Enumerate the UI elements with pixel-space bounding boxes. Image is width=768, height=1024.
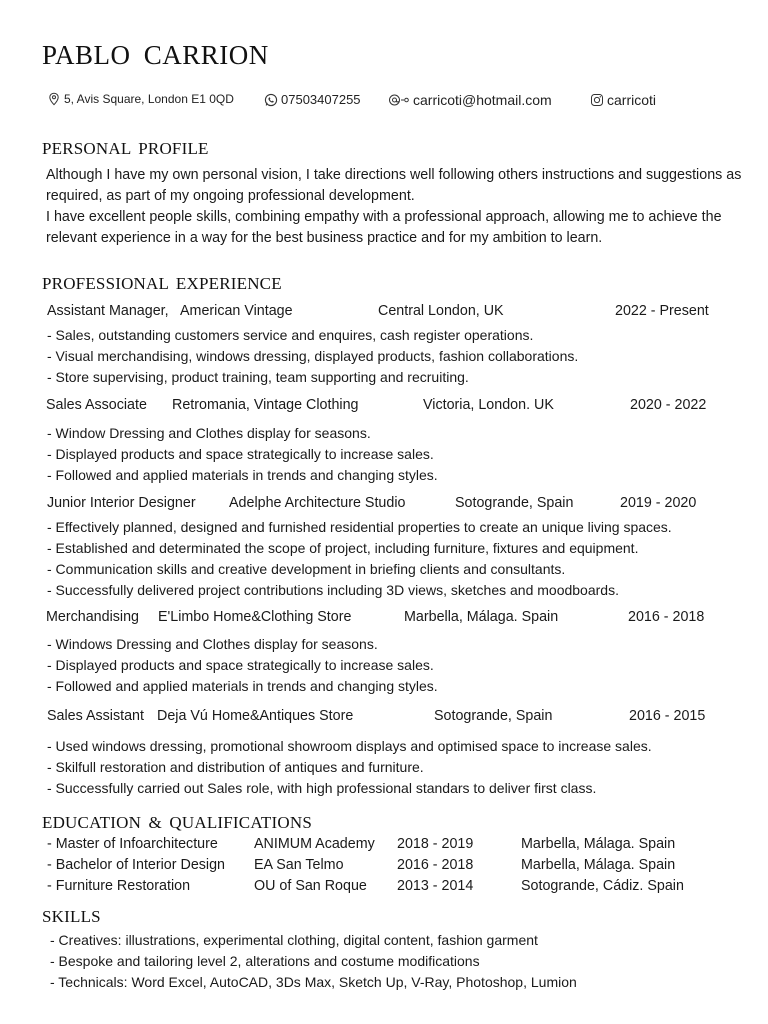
job-bullets: [47, 423, 768, 486]
contact-phone: [264, 92, 361, 107]
job-header: [0, 609, 768, 634]
job-role: Sales Assistant: [47, 708, 144, 724]
contact-social: [590, 92, 656, 108]
education-course: - Master of Infoarchitecture: [47, 836, 218, 852]
location-pin-icon: [47, 92, 61, 106]
education-row: [0, 878, 768, 899]
job-bullet: - Displayed products and space strategically to increase sales.: [47, 446, 434, 462]
job-header: [0, 708, 768, 736]
job-entry: [0, 609, 768, 697]
education-dates: 2013 - 2014: [397, 878, 474, 894]
job-company: Retromania, Vintage Clothing: [172, 397, 359, 413]
job-bullet: - Established and determinated the scope of project, including furniture, fixtures and equipment.: [47, 540, 639, 556]
profile-paragraph: I have excellent people skills, combining empathy with a professional approach, allowing me to achieve the relevant experience in a way for the best business practice and for my ambition to learn.: [46, 209, 722, 246]
education-school: OU of San Roque: [254, 878, 367, 894]
skill-item: - Bespoke and tailoring level 2, alterations and costume modifications: [50, 953, 480, 969]
profile-text: [46, 165, 746, 249]
job-company: American Vintage: [180, 303, 293, 319]
profile-heading: PERSONAL PROFILE: [42, 139, 209, 158]
education-place: Marbella, Málaga. Spain: [521, 836, 676, 852]
job-dates: 2020 - 2022: [630, 397, 707, 413]
job-location: Sotogrande, Spain: [434, 708, 553, 724]
whatsapp-icon: [264, 93, 278, 107]
job-dates: 2022 - Present: [615, 303, 709, 319]
experience-heading: PROFESSIONAL EXPERIENCE: [42, 274, 282, 293]
job-bullet: - Effectively planned, designed and furnished residential properties to create an unique living spaces.: [47, 519, 672, 535]
job-bullet: - Successfully carried out Sales role, with high professional standars to deliver first class.: [47, 780, 597, 796]
job-bullet: - Successfully delivered project contributions including 3D views, sketches and moodboards.: [47, 582, 619, 598]
job-entry: [0, 708, 768, 799]
contact-bar: [0, 92, 768, 114]
job-bullet: - Skilfull restoration and distribution of antiques and furniture.: [47, 759, 424, 775]
job-dates: 2016 - 2018: [628, 609, 705, 625]
job-header: [0, 397, 768, 423]
job-header: [0, 303, 768, 325]
education-row: [0, 857, 768, 878]
job-bullet: - Followed and applied materials in trends and changing styles.: [47, 467, 438, 483]
job-bullet: - Visual merchandising, windows dressing, displayed products, fashion collaborations.: [47, 348, 579, 364]
education-place: Marbella, Málaga. Spain: [521, 857, 676, 873]
job-bullets: [47, 517, 768, 601]
skill-item: - Creatives: illustrations, experimental clothing, digital content, fashion garment: [50, 932, 538, 948]
education-place: Sotogrande, Cádiz. Spain: [521, 878, 684, 894]
job-bullet: - Windows Dressing and Clothes display for seasons.: [47, 636, 378, 652]
candidate-name: PABLO CARRION: [42, 40, 269, 70]
job-company: Adelphe Architecture Studio: [229, 495, 406, 511]
email-text: carricoti@hotmail.com: [413, 92, 552, 108]
job-bullet: - Displayed products and space strategically to increase sales.: [47, 657, 434, 673]
job-role: Assistant Manager,: [47, 303, 169, 319]
job-bullet: - Communication skills and creative development in briefing clients and consultants.: [47, 561, 566, 577]
job-bullet: - Followed and applied materials in trends and changing styles.: [47, 678, 438, 694]
education-row: [0, 836, 768, 857]
email-icon: [388, 93, 410, 107]
education-school: ANIMUM Academy: [254, 836, 375, 852]
job-location: Marbella, Málaga. Spain: [404, 609, 559, 625]
job-location: Sotogrande, Spain: [455, 495, 574, 511]
profile-paragraph: Although I have my own personal vision, I take directions well following others instructions and suggestions as required, as part of my ongoing professional development.: [46, 167, 742, 204]
education-dates: 2018 - 2019: [397, 836, 474, 852]
job-entry: [0, 303, 768, 388]
instagram-icon: [590, 93, 604, 107]
job-bullet: - Sales, outstanding customers service and enquires, cash register operations.: [47, 327, 534, 343]
job-dates: 2016 - 2015: [629, 708, 706, 724]
job-entry: [0, 495, 768, 601]
job-location: Victoria, London. UK: [423, 397, 554, 413]
job-bullets: [47, 325, 768, 388]
contact-email: [388, 92, 552, 108]
job-header: [0, 495, 768, 517]
education-dates: 2016 - 2018: [397, 857, 474, 873]
job-entry: [0, 397, 768, 486]
skill-item: - Technicals: Word Excel, AutoCAD, 3Ds Max, Sketch Up, V-Ray, Photoshop, Lumion: [50, 974, 577, 990]
skills-list: [50, 930, 577, 993]
job-bullet: - Used windows dressing, promotional showroom displays and optimised space to increase sales.: [47, 738, 652, 754]
job-bullets: [47, 634, 768, 697]
skills-heading: SKILLS: [42, 907, 101, 926]
job-role: Junior Interior Designer: [47, 495, 196, 511]
contact-address: [47, 92, 234, 106]
job-bullets: [47, 736, 768, 799]
job-company: E'Limbo Home&Clothing Store: [158, 609, 352, 625]
job-bullet: - Store supervising, product training, team supporting and recruiting.: [47, 369, 469, 385]
job-role: Merchandising: [46, 609, 139, 625]
job-role: Sales Associate: [46, 397, 147, 413]
address-text: 5, Avis Square, London E1 0QD: [64, 92, 234, 106]
job-dates: 2019 - 2020: [620, 495, 697, 511]
education-course: - Bachelor of Interior Design: [47, 857, 225, 873]
education-heading: EDUCATION & QUALIFICATIONS: [42, 813, 312, 832]
job-location: Central London, UK: [378, 303, 504, 319]
education-school: EA San Telmo: [254, 857, 344, 873]
job-bullet: - Window Dressing and Clothes display for seasons.: [47, 425, 371, 441]
social-text: carricoti: [607, 92, 657, 108]
education-course: - Furniture Restoration: [47, 878, 191, 894]
phone-text: 07503407255: [281, 92, 361, 107]
job-company: Deja Vú Home&Antiques Store: [157, 708, 354, 724]
